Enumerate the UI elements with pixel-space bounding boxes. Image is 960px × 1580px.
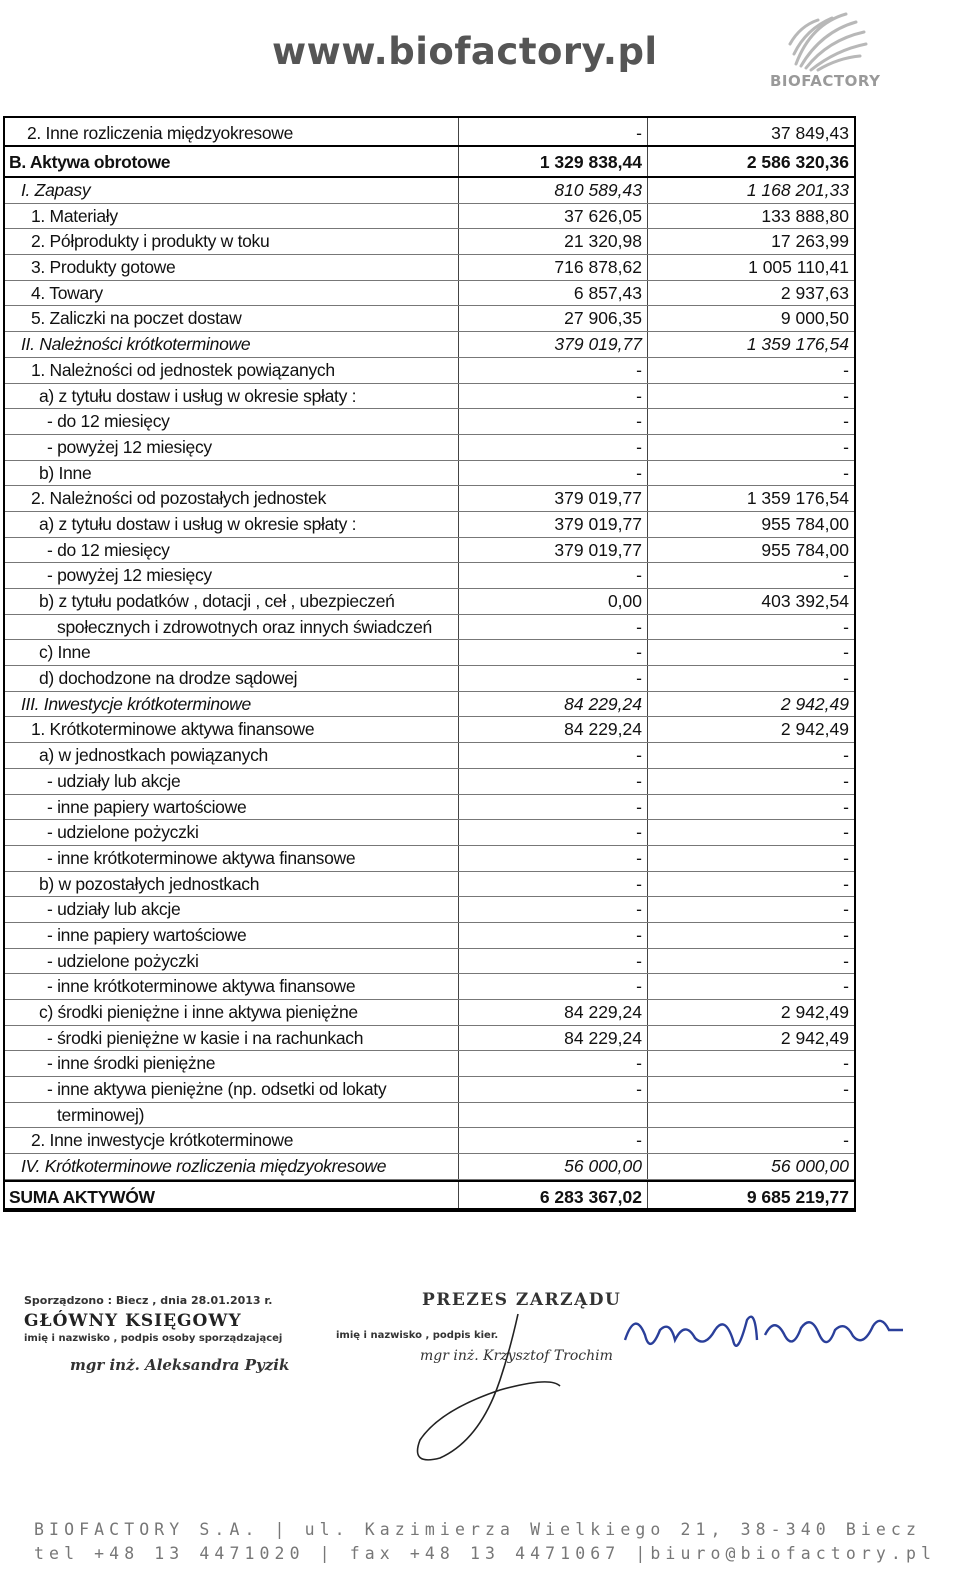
value-current-year: - — [843, 822, 849, 843]
value-previous-year: 0,00 — [459, 589, 648, 614]
value-current-year: - — [843, 899, 849, 920]
value-previous-year: - — [459, 563, 648, 588]
table-row — [5, 1154, 854, 1180]
table-row — [5, 1103, 854, 1129]
table-row — [5, 204, 854, 230]
value-previous-year: - — [459, 461, 648, 486]
value-previous-year: 84 229,24 — [459, 1026, 648, 1051]
table-row — [5, 461, 854, 487]
value-current-year — [648, 1103, 854, 1128]
table-row — [5, 281, 854, 307]
row-label: a) z tytułu dostaw i usług w okresie spłaty : — [5, 384, 459, 409]
value-previous-year: - — [459, 1051, 648, 1076]
value-current-year: 2 942,49 — [780, 1002, 849, 1022]
value-previous-year: 379 019,77 — [459, 332, 648, 357]
row-label: - do 12 miesięcy — [5, 409, 459, 434]
value-previous-year: - — [459, 358, 648, 383]
table-row — [5, 897, 854, 923]
value-current-year: 2 586 320,36 — [746, 152, 849, 172]
value-previous-year: 21 320,98 — [459, 229, 648, 254]
table-row — [5, 538, 854, 564]
row-label: 5. Zaliczki na poczet dostaw — [5, 306, 459, 331]
table-row — [5, 116, 854, 147]
value-current-year: 37 849,43 — [771, 123, 849, 143]
value-previous-year — [459, 1103, 648, 1128]
table-row — [5, 923, 854, 949]
row-label: 3. Produkty gotowe — [5, 255, 459, 280]
table-row — [5, 1128, 854, 1154]
row-label: 1. Krótkoterminowe aktywa finansowe — [5, 717, 459, 742]
value-previous-year: 84 229,24 — [459, 717, 648, 742]
row-label: d) dochodzone na drodze sądowej — [5, 666, 459, 691]
row-label: społecznych i zdrowotnych oraz innych świadczeń — [5, 615, 459, 640]
preparer-name: mgr inż. Aleksandra Pyzik — [70, 1356, 290, 1374]
footer-contacts[interactable]: tel +48 13 4471020 | fax +48 13 4471067 |biuro@biofactory.pl — [34, 1544, 937, 1563]
prepared-date: Sporządzono : Biecz , dnia 28.01.2013 r. — [24, 1294, 273, 1307]
value-previous-year: - — [459, 820, 648, 845]
value-previous-year: - — [459, 897, 648, 922]
row-label: B. Aktywa obrotowe — [5, 147, 459, 176]
table-row — [5, 846, 854, 872]
value-previous-year: 6 857,43 — [459, 281, 648, 306]
chief-accountant-stamp — [24, 1294, 289, 1374]
row-label: 2. Inne rozliczenia międzyokresowe — [5, 118, 459, 145]
table-row — [5, 974, 854, 1000]
row-label: - udzielone pożyczki — [5, 820, 459, 845]
row-label: terminowej) — [5, 1103, 459, 1128]
row-label: - inne krótkoterminowe aktywa finansowe — [5, 846, 459, 871]
value-current-year: - — [843, 436, 849, 457]
value-current-year: 955 784,00 — [761, 539, 849, 560]
table-row — [5, 717, 854, 743]
row-label: - do 12 miesięcy — [5, 538, 459, 563]
value-current-year: - — [843, 1130, 849, 1151]
value-current-year: 2 942,49 — [780, 1027, 849, 1048]
value-previous-year: - — [459, 615, 648, 640]
table-row — [5, 512, 854, 538]
value-current-year: 1 005 110,41 — [748, 257, 849, 278]
row-label: 2. Należności od pozostałych jednostek — [5, 486, 459, 511]
value-previous-year: 379 019,77 — [459, 486, 648, 511]
table-row — [5, 692, 854, 718]
value-current-year: - — [843, 616, 849, 637]
value-previous-year: 56 000,00 — [459, 1154, 648, 1179]
value-current-year: - — [843, 796, 849, 817]
value-current-year: - — [843, 411, 849, 432]
value-current-year: 403 392,54 — [761, 591, 849, 611]
value-previous-year: 84 229,24 — [459, 1000, 648, 1025]
value-current-year: - — [843, 359, 849, 380]
value-previous-year: 84 229,24 — [459, 692, 648, 717]
value-current-year: - — [843, 924, 849, 945]
president-signature-icon — [400, 1310, 610, 1470]
value-previous-year: - — [459, 923, 648, 948]
value-previous-year: - — [459, 384, 648, 409]
value-previous-year: - — [459, 974, 648, 999]
table-row — [5, 409, 854, 435]
chief-accountant-title: GŁÓWNY KSIĘGOWY — [24, 1311, 242, 1331]
table-row — [5, 147, 854, 178]
preparer-caption: imię i nazwisko , podpis osoby sporządzającej — [24, 1333, 283, 1344]
value-previous-year: - — [459, 666, 648, 691]
value-current-year: 56 000,00 — [771, 1156, 849, 1177]
value-current-year: 2 942,49 — [780, 693, 849, 714]
value-current-year: - — [843, 950, 849, 971]
value-previous-year: - — [459, 409, 648, 434]
value-previous-year: 1 329 838,44 — [459, 147, 648, 176]
row-label: - inne krótkoterminowe aktywa finansowe — [5, 974, 459, 999]
row-label: I. Zapasy — [5, 178, 459, 203]
table-row — [5, 358, 854, 384]
table-row — [5, 384, 854, 410]
table-row — [5, 306, 854, 332]
value-previous-year: - — [459, 846, 648, 871]
value-current-year: - — [843, 642, 849, 663]
value-previous-year: - — [459, 1128, 648, 1153]
value-previous-year: - — [459, 769, 648, 794]
row-label: 1. Należności od jednostek powiązanych — [5, 358, 459, 383]
president-name: mgr inż. Krzysztof Trochim — [420, 1348, 613, 1364]
footer-address: BIOFACTORY S.A. | ul. Kazimierza Wielkiego 21, 38-340 Biecz — [34, 1520, 921, 1539]
value-current-year: - — [843, 745, 849, 766]
table-row — [5, 1077, 854, 1103]
table-row — [5, 486, 854, 512]
value-current-year: 9 685 219,77 — [746, 1186, 849, 1207]
row-label: - udzielone pożyczki — [5, 949, 459, 974]
value-current-year: 1 359 176,54 — [746, 488, 849, 509]
table-row — [5, 1026, 854, 1052]
row-label: III. Inwestycje krótkoterminowe — [5, 692, 459, 717]
logo-text: BIOFACTORY — [770, 72, 881, 90]
value-previous-year: 379 019,77 — [459, 512, 648, 537]
row-label: IV. Krótkoterminowe rozliczenia międzyokresowe — [5, 1154, 459, 1179]
value-current-year: 955 784,00 — [761, 513, 849, 534]
row-label: - inne aktywa pieniężne (np. odsetki od lokaty — [5, 1077, 459, 1102]
value-current-year: - — [843, 462, 849, 483]
value-previous-year: - — [459, 743, 648, 768]
table-row — [5, 820, 854, 846]
signature-area — [0, 1280, 960, 1460]
value-current-year: - — [843, 770, 849, 791]
value-previous-year: 379 019,77 — [459, 538, 648, 563]
table-row — [5, 666, 854, 692]
value-current-year: 2 942,49 — [780, 719, 849, 740]
table-row — [5, 1180, 854, 1210]
table-row — [5, 872, 854, 898]
row-label: c) Inne — [5, 640, 459, 665]
header-url[interactable]: www.biofactory.pl — [272, 30, 658, 73]
value-current-year: - — [843, 847, 849, 868]
row-label: II. Należności krótkoterminowe — [5, 332, 459, 357]
row-label: 2. Inne inwestycje krótkoterminowe — [5, 1128, 459, 1153]
table-row — [5, 795, 854, 821]
row-label: 1. Materiały — [5, 204, 459, 229]
table-row — [5, 229, 854, 255]
value-current-year: 1 359 176,54 — [746, 334, 849, 355]
table-row — [5, 435, 854, 461]
row-label: - inne papiery wartościowe — [5, 923, 459, 948]
row-label: SUMA AKTYWÓW — [5, 1182, 459, 1208]
table-row — [5, 332, 854, 358]
table-row — [5, 949, 854, 975]
value-previous-year: - — [459, 1077, 648, 1102]
row-label: - powyżej 12 miesięcy — [5, 435, 459, 460]
value-previous-year: - — [459, 872, 648, 897]
row-label: a) w jednostkach powiązanych — [5, 743, 459, 768]
value-previous-year: - — [459, 640, 648, 665]
row-label: 4. Towary — [5, 281, 459, 306]
value-current-year: - — [843, 873, 849, 894]
table-row — [5, 1051, 854, 1077]
company-footer — [34, 1518, 936, 1566]
value-current-year: 9 000,50 — [780, 308, 849, 329]
value-previous-year: - — [459, 949, 648, 974]
row-label: - inne papiery wartościowe — [5, 795, 459, 820]
row-label: b) w pozostałych jednostkach — [5, 872, 459, 897]
row-label: - środki pieniężne w kasie i na rachunkach — [5, 1026, 459, 1051]
row-label: b) Inne — [5, 461, 459, 486]
value-previous-year: 27 906,35 — [459, 306, 648, 331]
value-previous-year: 810 589,43 — [459, 178, 648, 203]
table-row — [5, 769, 854, 795]
table-row — [5, 640, 854, 666]
value-current-year: 133 888,80 — [761, 205, 849, 226]
value-previous-year: 6 283 367,02 — [459, 1182, 648, 1208]
table-row — [5, 743, 854, 769]
table-row — [5, 1000, 854, 1026]
row-label: c) środki pieniężne i inne aktywa pieniężne — [5, 1000, 459, 1025]
table-row — [5, 178, 854, 204]
row-label: 2. Półprodukty i produkty w toku — [5, 229, 459, 254]
table-row — [5, 615, 854, 641]
value-previous-year: - — [459, 795, 648, 820]
board-member-signature-icon — [615, 1300, 915, 1370]
value-current-year: 2 937,63 — [780, 282, 849, 303]
value-previous-year: 716 878,62 — [459, 255, 648, 280]
value-current-year: - — [843, 1079, 849, 1100]
manager-caption: imię i nazwisko , podpis kier. — [336, 1330, 499, 1341]
value-current-year: - — [843, 976, 849, 997]
row-label: - udziały lub akcje — [5, 769, 459, 794]
president-title: PREZES ZARZĄDU — [422, 1290, 622, 1310]
row-label: a) z tytułu dostaw i usług w okresie spłaty : — [5, 512, 459, 537]
value-previous-year: - — [459, 435, 648, 460]
row-label: - inne środki pieniężne — [5, 1051, 459, 1076]
value-current-year: - — [843, 565, 849, 586]
balance-sheet-table — [3, 116, 856, 1212]
table-row — [5, 255, 854, 281]
value-current-year: 1 168 201,33 — [746, 180, 849, 200]
value-previous-year: 37 626,05 — [459, 204, 648, 229]
value-current-year: - — [843, 1053, 849, 1074]
value-current-year: - — [843, 668, 849, 689]
row-label: - powyżej 12 miesięcy — [5, 563, 459, 588]
table-row — [5, 563, 854, 589]
row-label: b) z tytułu podatków , dotacji , ceł , ubezpieczeń — [5, 589, 459, 614]
value-current-year: - — [843, 385, 849, 406]
value-previous-year: - — [459, 118, 648, 145]
value-current-year: 17 263,99 — [771, 231, 849, 252]
table-row — [5, 589, 854, 615]
row-label: - udziały lub akcje — [5, 897, 459, 922]
